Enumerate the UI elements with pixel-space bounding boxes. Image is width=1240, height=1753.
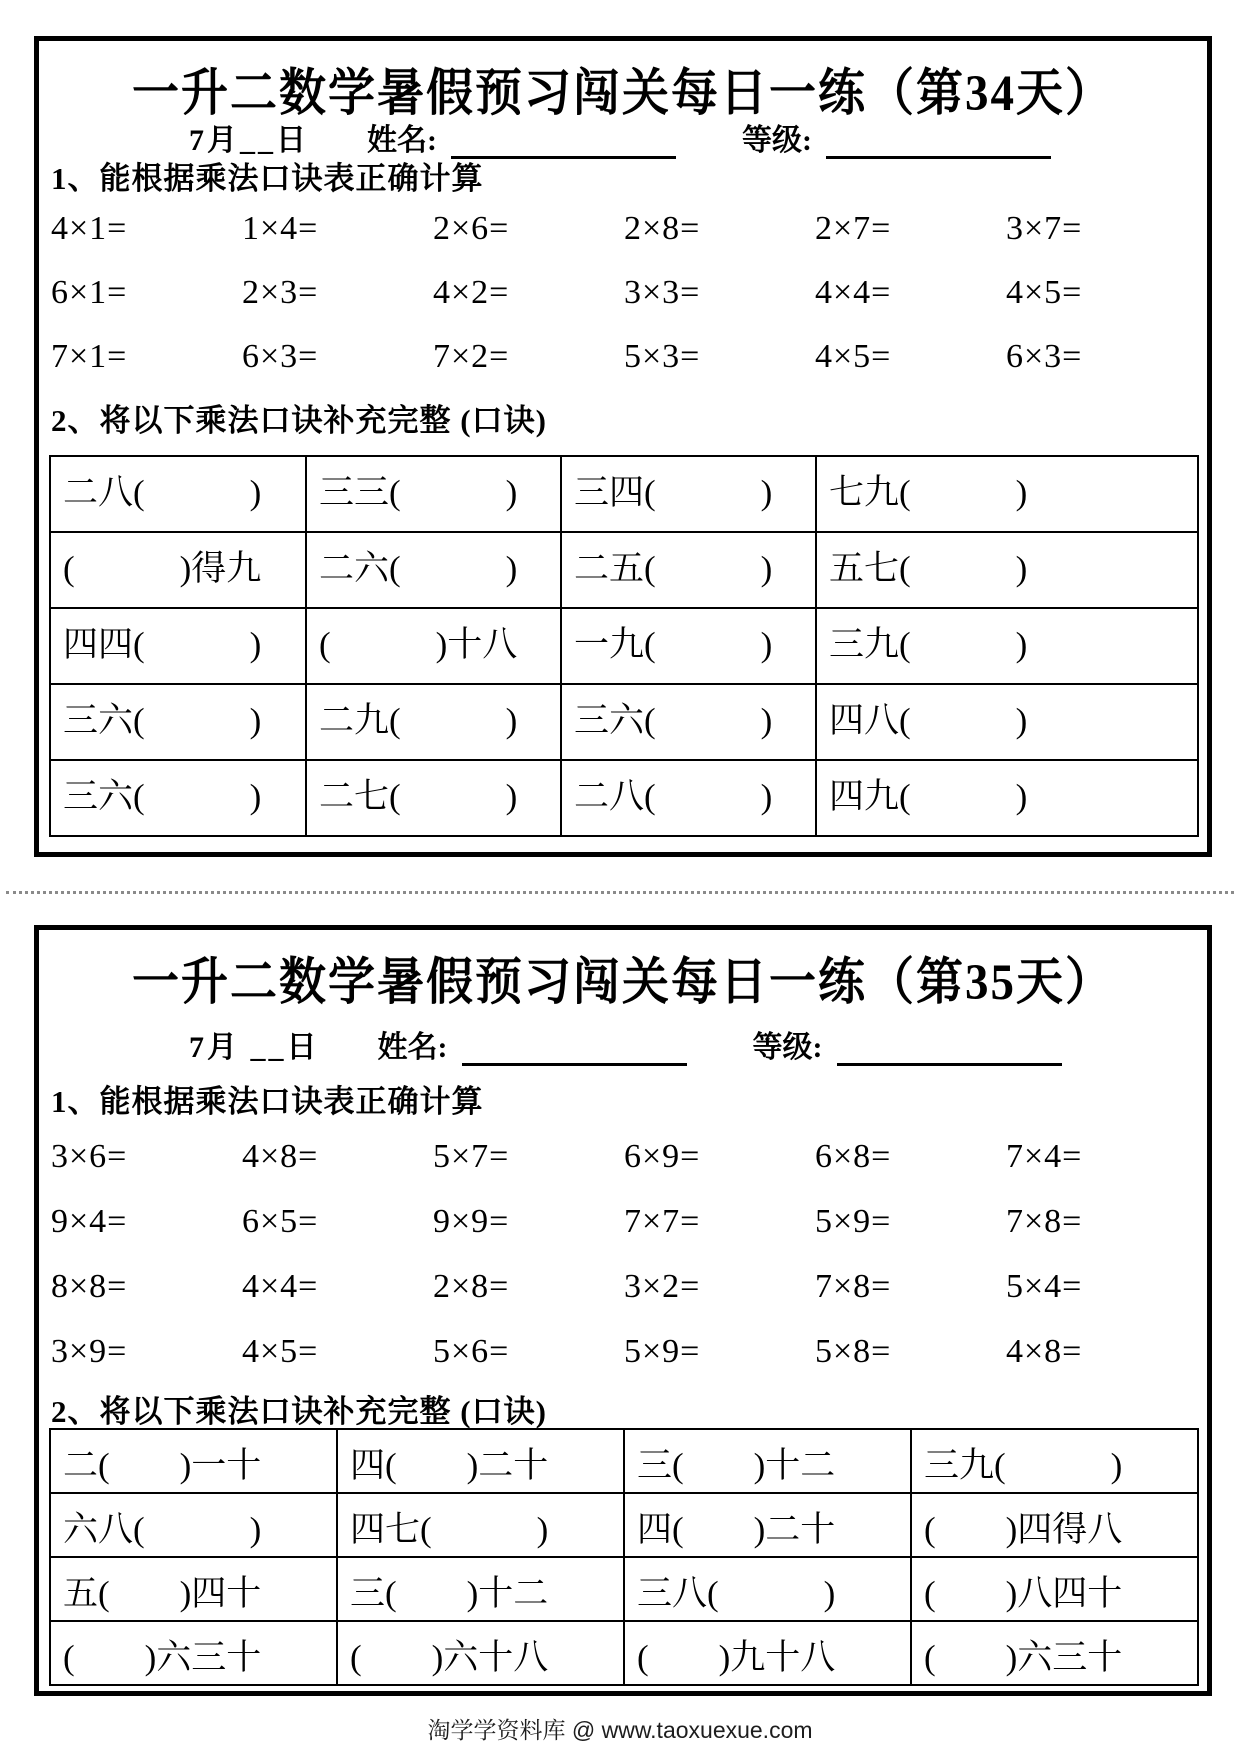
rhyme-cell: 二七( ) <box>306 760 561 836</box>
math-problem: 7×2= <box>433 338 510 375</box>
math-problem: 5×6= <box>433 1332 510 1370</box>
rhyme-cell: ( )六三十 <box>50 1621 337 1685</box>
section1-title: 1、能根据乘法口诀表正确计算 <box>51 1084 484 1119</box>
rhyme-cell: 三( )十二 <box>624 1429 911 1493</box>
multiplication-problems <box>51 1124 1197 1384</box>
rhyme-cell: 四( )二十 <box>337 1429 624 1493</box>
rhyme-cell: 三六( ) <box>50 760 306 836</box>
math-problem: 4×4= <box>242 1267 319 1305</box>
table-row <box>50 1557 1198 1621</box>
rhyme-cell: ( )四得八 <box>911 1493 1198 1557</box>
rhyme-cell: 三六( ) <box>561 684 816 760</box>
math-problem: 9×9= <box>433 1202 510 1240</box>
rhyme-cell: 三四( ) <box>561 456 816 532</box>
rhyme-cell: 四八( ) <box>816 684 1198 760</box>
math-problem: 1×4= <box>242 210 319 247</box>
math-problem: 4×5= <box>815 338 892 375</box>
math-problem: 8×8= <box>51 1267 128 1305</box>
rhyme-cell: 二八( ) <box>50 456 306 532</box>
math-problem: 4×5= <box>242 1332 319 1370</box>
math-problem: 3×9= <box>51 1332 128 1370</box>
math-problem: 2×8= <box>624 210 701 247</box>
page-divider <box>6 891 1234 894</box>
math-problem: 6×8= <box>815 1137 892 1175</box>
rhyme-cell: 二九( ) <box>306 684 561 760</box>
rhyme-cell: ( )八四十 <box>911 1557 1198 1621</box>
math-problem: 2×6= <box>433 210 510 247</box>
worksheet-day35 <box>34 925 1212 1696</box>
math-problem: 5×4= <box>1006 1267 1083 1305</box>
math-problem: 6×3= <box>1006 338 1083 375</box>
math-problem: 3×2= <box>624 1267 701 1305</box>
rhyme-cell: 七九( ) <box>816 456 1198 532</box>
rhyme-cell: 四七( ) <box>337 1493 624 1557</box>
rhyme-cell: 四( )二十 <box>624 1493 911 1557</box>
math-problem: 5×7= <box>433 1137 510 1175</box>
rhyme-cell: ( )得九 <box>50 532 306 608</box>
rhyme-cell: 二六( ) <box>306 532 561 608</box>
rhyme-cell: 三( )十二 <box>337 1557 624 1621</box>
math-problem: 6×1= <box>51 274 128 311</box>
grade-label: 等级: <box>742 124 812 157</box>
rhyme-cell: ( )十八 <box>306 608 561 684</box>
name-blank-line <box>462 1029 687 1066</box>
table-row <box>50 684 1198 760</box>
name-blank-line <box>451 122 676 159</box>
rhyme-cell: 四四( ) <box>50 608 306 684</box>
math-problem: 4×1= <box>51 210 128 247</box>
rhyme-cell: 二( )一十 <box>50 1429 337 1493</box>
date-field: 7月 __日 <box>189 1031 320 1064</box>
math-problem: 5×8= <box>815 1332 892 1370</box>
rhyme-cell: ( )六三十 <box>911 1621 1198 1685</box>
rhyme-cell: ( )九十八 <box>624 1621 911 1685</box>
table-row <box>50 532 1198 608</box>
math-problem: 4×2= <box>433 274 510 311</box>
worksheet-day34 <box>34 36 1212 857</box>
page-title: 一升二数学暑假预习闯关每日一练（第35天） <box>132 954 1114 1012</box>
grade-blank-line <box>837 1029 1062 1066</box>
table-row <box>50 608 1198 684</box>
math-problem: 4×5= <box>1006 274 1083 311</box>
rhyme-cell: ( )六十八 <box>337 1621 624 1685</box>
math-problem: 7×4= <box>1006 1137 1083 1175</box>
header-fields <box>189 1022 1167 1066</box>
table-row <box>50 1493 1198 1557</box>
math-problem: 4×4= <box>815 274 892 311</box>
math-problem: 3×6= <box>51 1137 128 1175</box>
date-field: 7月__日 <box>189 124 309 157</box>
rhyme-cell: 三九( ) <box>911 1429 1198 1493</box>
grade-label: 等级: <box>752 1031 823 1064</box>
math-problem: 2×3= <box>242 274 319 311</box>
rhyme-cell: 二八( ) <box>561 760 816 836</box>
multiplication-problems <box>51 197 1197 389</box>
grade-blank-line <box>826 122 1051 159</box>
rhyme-cell: 三九( ) <box>816 608 1198 684</box>
rhyme-cell: 五七( ) <box>816 532 1198 608</box>
name-label: 姓名: <box>367 124 437 157</box>
math-problem: 7×8= <box>1006 1202 1083 1240</box>
math-problem: 6×3= <box>242 338 319 375</box>
math-problem: 7×8= <box>815 1267 892 1305</box>
math-problem: 6×5= <box>242 1202 319 1240</box>
rhyme-cell: 四九( ) <box>816 760 1198 836</box>
footer-text: 淘学学资料库 @ www.taoxuexue.com <box>427 1717 813 1743</box>
math-problem: 5×9= <box>624 1332 701 1370</box>
rhyme-fill-table <box>49 455 1199 837</box>
math-problem: 4×8= <box>242 1137 319 1175</box>
table-row <box>50 1621 1198 1685</box>
math-problem: 3×7= <box>1006 210 1083 247</box>
math-problem: 5×9= <box>815 1202 892 1240</box>
math-problem: 4×8= <box>1006 1332 1083 1370</box>
page-title: 一升二数学暑假预习闯关每日一练（第34天） <box>132 65 1114 123</box>
math-problem: 3×3= <box>624 274 701 311</box>
rhyme-cell: 三八( ) <box>624 1557 911 1621</box>
section2-title: 2、将以下乘法口诀补充完整 (口诀) <box>51 1394 547 1429</box>
section1-title: 1、能根据乘法口诀表正确计算 <box>51 161 484 196</box>
table-row <box>50 760 1198 836</box>
rhyme-cell: 二五( ) <box>561 532 816 608</box>
rhyme-cell: 六八( ) <box>50 1493 337 1557</box>
rhyme-cell: 一九( ) <box>561 608 816 684</box>
math-problem: 5×3= <box>624 338 701 375</box>
math-problem: 6×9= <box>624 1137 701 1175</box>
rhyme-cell: 三三( ) <box>306 456 561 532</box>
rhyme-cell: 五( )四十 <box>50 1557 337 1621</box>
math-problem: 2×8= <box>433 1267 510 1305</box>
math-problem: 2×7= <box>815 210 892 247</box>
table-row <box>50 456 1198 532</box>
math-problem: 7×7= <box>624 1202 701 1240</box>
section2-title: 2、将以下乘法口诀补充完整 (口诀) <box>51 403 547 438</box>
math-problem: 7×1= <box>51 338 128 375</box>
table-row <box>50 1429 1198 1493</box>
name-label: 姓名: <box>377 1031 448 1064</box>
rhyme-cell: 三六( ) <box>50 684 306 760</box>
rhyme-fill-table <box>49 1428 1199 1686</box>
math-problem: 9×4= <box>51 1202 128 1240</box>
